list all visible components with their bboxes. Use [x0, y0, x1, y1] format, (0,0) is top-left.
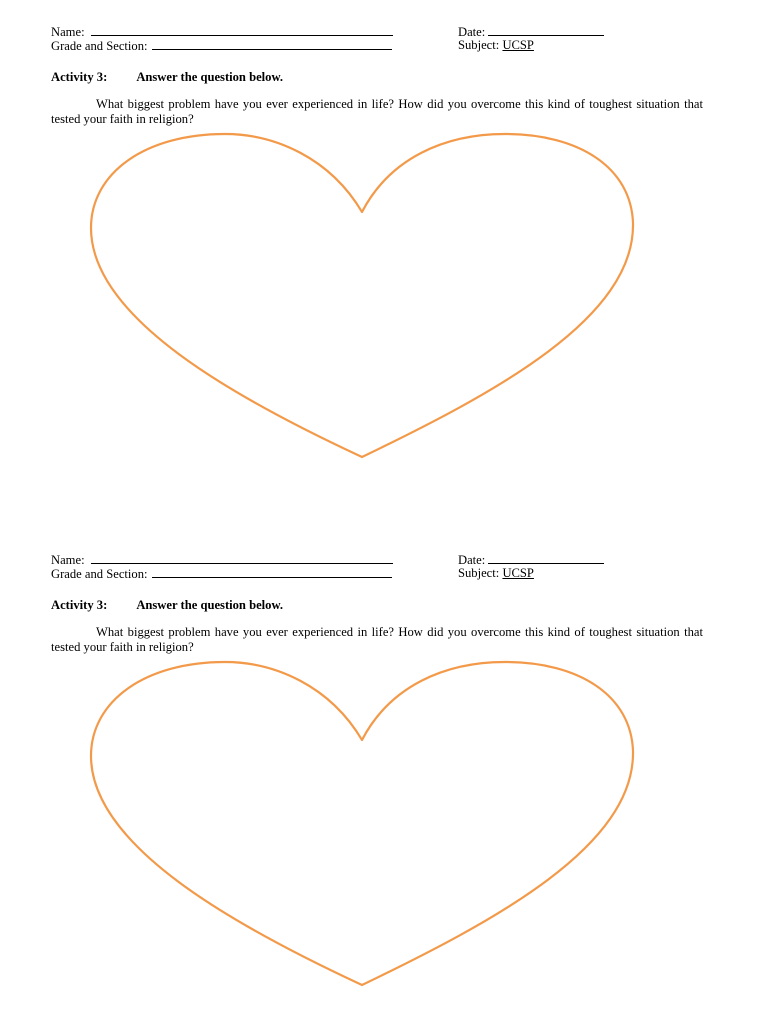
date-label: Date: — [458, 553, 486, 567]
grade-section-blank[interactable] — [152, 38, 392, 50]
activity-title: Answer the question below. — [136, 70, 284, 84]
grade-section-label: Grade and Section: — [51, 39, 148, 53]
subject-label: Subject: — [458, 38, 500, 52]
name-label: Name: — [51, 553, 85, 567]
grade-section-label: Grade and Section: — [51, 567, 148, 581]
activity-heading — [51, 70, 283, 85]
subject-row — [458, 566, 534, 580]
heart-outline-icon — [91, 134, 633, 457]
activity-heading — [51, 598, 283, 613]
question-text: What biggest problem have you ever experienced in life? How did you overcome this kind of toughest situation that tested your faith in religion? — [51, 625, 703, 654]
date-row — [458, 552, 604, 567]
activity-number: Activity 3: — [51, 70, 108, 84]
question-text: What biggest problem have you ever experienced in life? How did you overcome this kind of toughest situation that tested your faith in religion? — [51, 97, 703, 126]
name-blank[interactable] — [91, 24, 393, 36]
grade-section-row — [51, 566, 392, 581]
subject-label: Subject: — [458, 566, 500, 580]
activity-title: Answer the question below. — [136, 598, 284, 612]
heart-outline-icon — [91, 662, 633, 985]
activity-number: Activity 3: — [51, 598, 108, 612]
date-blank[interactable] — [488, 552, 604, 564]
date-label: Date: — [458, 25, 486, 39]
worksheet-top — [0, 0, 768, 500]
subject-value: UCSP — [502, 38, 534, 52]
subject-value: UCSP — [502, 566, 534, 580]
date-blank[interactable] — [488, 24, 604, 36]
name-row — [51, 552, 393, 567]
subject-row — [458, 38, 534, 52]
name-blank[interactable] — [91, 552, 393, 564]
heart-answer-area[interactable] — [85, 128, 641, 464]
date-row — [458, 24, 604, 39]
grade-section-row — [51, 38, 392, 53]
name-label: Name: — [51, 25, 85, 39]
grade-section-blank[interactable] — [152, 566, 392, 578]
name-row — [51, 24, 393, 39]
heart-answer-area[interactable] — [85, 656, 641, 992]
worksheet-bottom — [0, 528, 768, 1028]
